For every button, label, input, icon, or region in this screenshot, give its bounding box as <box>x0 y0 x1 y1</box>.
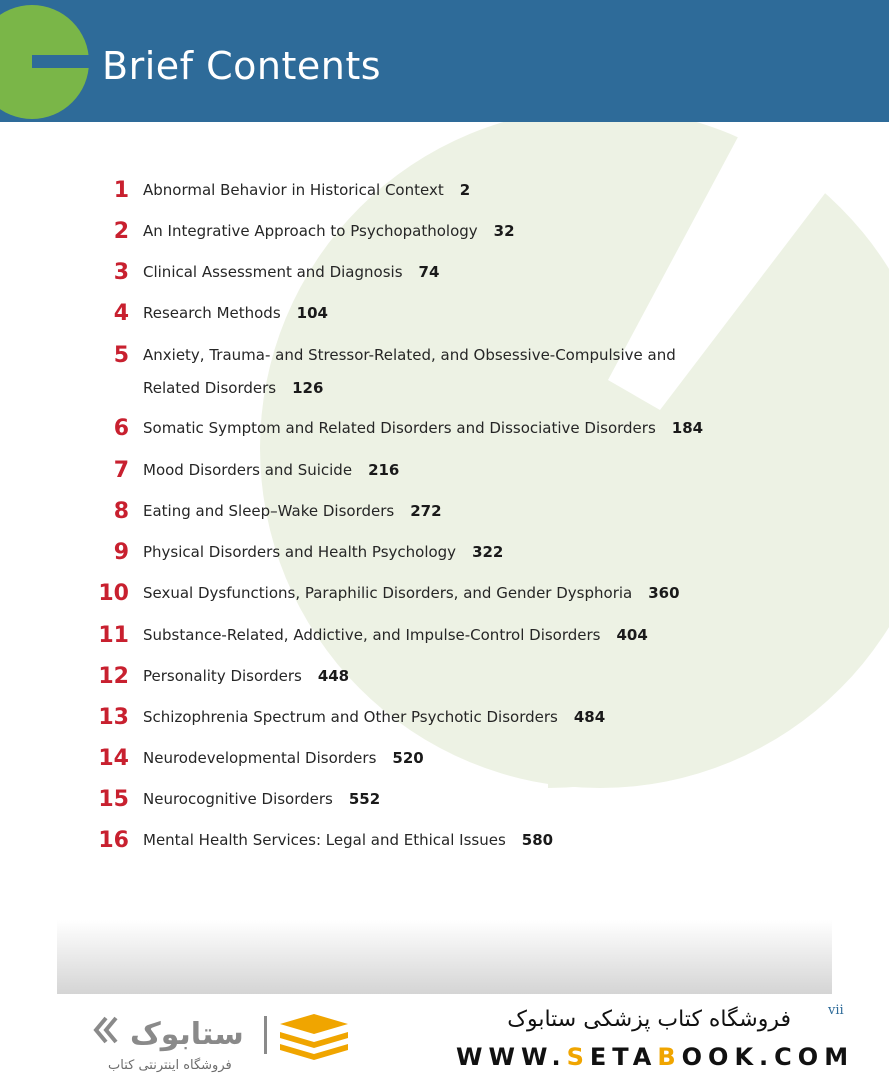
chapter-title-block <box>143 824 553 857</box>
chapter-title-block <box>143 215 515 248</box>
chapter-title-block <box>143 256 439 289</box>
chapter-page-number: 184 <box>671 419 704 437</box>
chapter-number: 16 <box>98 828 129 853</box>
page-title: Brief Contents <box>102 44 382 88</box>
chapter-number: 3 <box>113 260 129 285</box>
chapter-title-block <box>143 174 470 207</box>
chapter-number: 8 <box>113 499 129 524</box>
brand-tagline: فروشگاه اینترنتی کتاب <box>108 1058 232 1073</box>
page-number: vii <box>828 1003 844 1018</box>
chapter-title-block <box>143 577 680 610</box>
chapter-number: 7 <box>113 458 129 483</box>
chapter-title: Neurodevelopmental Disorders <box>143 749 377 767</box>
chapter-title: Somatic Symptom and Related Disorders and Dissociative Disorders <box>143 419 656 437</box>
chapter-title-block <box>143 660 349 693</box>
store-url[interactable] <box>456 1043 854 1071</box>
chapter-title: Physical Disorders and Health Psychology <box>143 543 457 561</box>
page-bottom-shade <box>57 920 832 994</box>
url-part-s: S <box>566 1043 590 1071</box>
chapter-title-block <box>143 619 648 652</box>
chapter-page-number: 216 <box>368 461 400 479</box>
chapter-number: 4 <box>113 301 129 326</box>
book-stack-icon <box>280 1014 348 1060</box>
chapter-number: 14 <box>98 746 129 771</box>
chapter-page-number: 104 <box>296 304 328 322</box>
url-part-eta: ETA <box>589 1043 658 1071</box>
chapter-number: 6 <box>113 416 129 441</box>
chapter-page-number: 322 <box>472 543 504 561</box>
chapter-title: Mood Disorders and Suicide <box>143 461 353 479</box>
chapter-title-block <box>143 495 442 528</box>
chapter-title: Sexual Dysfunctions, Paraphilic Disorders, and Gender Dysphoria <box>143 584 633 602</box>
store-name: فروشگاه کتاب پزشکی ستابوک <box>507 1007 791 1032</box>
chapter-page-number: 272 <box>410 502 442 520</box>
chapter-title: Mental Health Services: Legal and Ethical Issues <box>143 831 506 849</box>
chapter-page-number: 126 <box>292 379 324 397</box>
chapter-title-block <box>143 783 380 816</box>
chapter-page-number: 520 <box>392 749 424 767</box>
chapter-title-block <box>143 339 676 405</box>
chapter-title: Abnormal Behavior in Historical Context <box>143 181 444 199</box>
chapter-page-number: 404 <box>616 626 648 644</box>
chapter-title-block <box>143 701 605 734</box>
chapter-title-block <box>143 454 399 487</box>
chapter-title-block <box>143 297 328 330</box>
chapter-title: Eating and Sleep–Wake Disorders <box>143 502 395 520</box>
chapter-title-continued: Related Disorders <box>143 379 277 397</box>
chapter-number: 15 <box>98 787 129 812</box>
chapter-number: 2 <box>113 219 129 244</box>
brand-logo-text: ستابوک <box>130 1017 244 1052</box>
chapter-title: Clinical Assessment and Diagnosis <box>143 263 403 281</box>
chapter-title-block <box>143 412 703 445</box>
chapter-page-number: 580 <box>521 831 554 849</box>
setabook-logo <box>90 1010 360 1060</box>
chapter-number: 12 <box>98 664 129 689</box>
chapter-title: Personality Disorders <box>143 667 302 685</box>
chapter-title-block <box>143 536 503 569</box>
chapter-page-number: 2 <box>459 181 471 199</box>
chapter-number: 11 <box>98 623 129 648</box>
chapter-title-block <box>143 742 424 775</box>
chapter-number: 13 <box>98 705 129 730</box>
chapter-page-number: 484 <box>573 708 606 726</box>
chapter-title: Anxiety, Trauma- and Stressor-Related, and Obsessive-Compulsive and <box>143 346 676 364</box>
chapter-number: 10 <box>98 581 129 606</box>
chapter-number: 5 <box>113 343 129 368</box>
chapter-title: Neurocognitive Disorders <box>143 790 333 808</box>
url-part-prefix: WWW. <box>456 1043 567 1071</box>
chapter-number: 9 <box>113 540 129 565</box>
chapter-page-number: 552 <box>348 790 381 808</box>
chapter-page-number: 32 <box>493 222 515 240</box>
chapter-title: An Integrative Approach to Psychopathology <box>143 222 478 240</box>
chapter-page-number: 360 <box>648 584 680 602</box>
chapter-title: Research Methods <box>143 304 281 322</box>
url-part-b: B <box>657 1043 682 1071</box>
chapter-page-number: 448 <box>317 667 350 685</box>
url-part-suffix: OOK.COM <box>681 1043 855 1071</box>
chapter-title: Substance-Related, Addictive, and Impulse-Control Disorders <box>143 626 601 644</box>
chapter-page-number: 74 <box>418 263 440 281</box>
chapter-title: Schizophrenia Spectrum and Other Psychotic Disorders <box>143 708 558 726</box>
chapter-number: 1 <box>113 178 129 203</box>
